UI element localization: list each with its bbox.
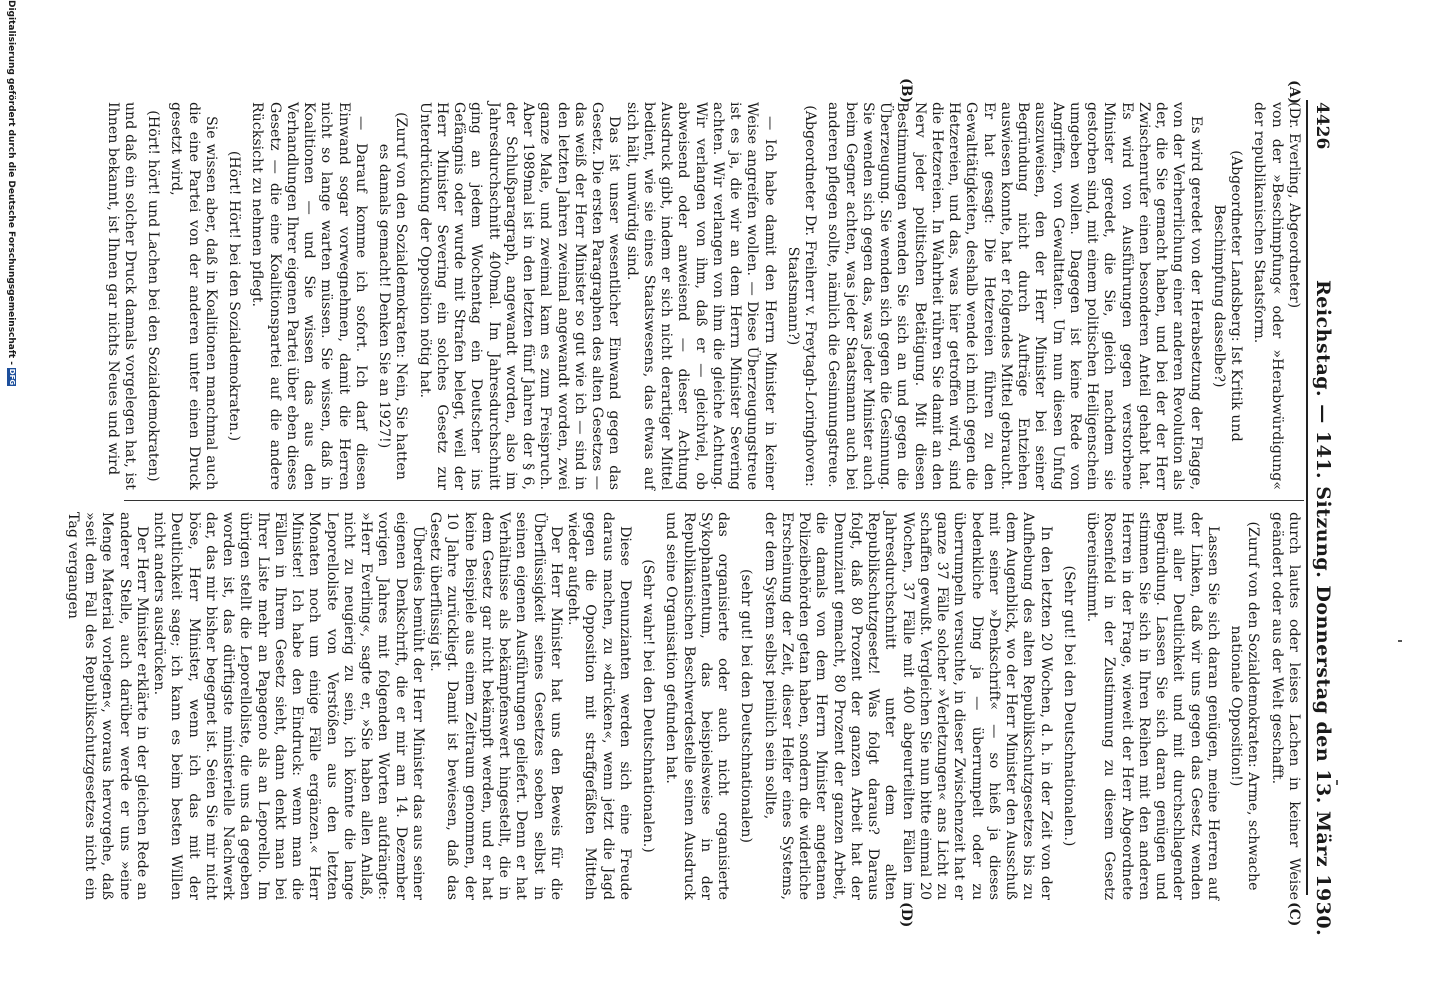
column-divider [124, 500, 1304, 501]
paragraph: Sie wissen aber, daß in Koalitionen manchmal auch die eine Partei von der anderen unter einen Druck gesetzt wird, [168, 102, 219, 490]
page-number: 4426 [1312, 102, 1332, 150]
margin-letter-c: (C) [1286, 902, 1302, 927]
paragraph: In den letzten 20 Wochen, d. h. in der Zeit von der Aufhebung des alten Republikschutzgesetzes bis zu dem Augenblick, wo der Herr Minister den Ausschuß mit seiner »Denkschrift« — so hieß ja dieses bedenkliche Ding ja — überrumpelt oder zu überrumpeln versuchte, in dieser Zwischenzeit hat er ganze 37 Fälle solcher »Verletzungen« ans Licht zu schaffen gewußt. Vergleichen Sie nun bitte einmal 20 Wochen, 37 Fälle mit 400 abgeurteilten Fällen im Jahresdurchschnitt unter dem alten Republikschutzgesetz! Was folgt daraus? Daraus folgt, daß 80 Prozent der ganzen Arbeit hat der Denunziant gemacht, 80 Prozent der ganzen Arbeit, die damals von dem Herrn Minister angetanen Polizeibehörden getan haben, sondern die widerliche Erscheinung der Zeit, dieser Helfer eines Systems, der dem System selbst peinlich sein sollte, [761, 512, 1054, 900]
paragraph: Es wird geredet von der Herabsetzung der Flagge, von der Verherrlichung einer anderen Revolution als der, die Sie gemacht haben, und bei der der Herr Zwischenrufer einen besonderen Anteil gehabt hat. Es wird von Ausführungen gegen verstorbene Minister geredet, die Sie, gleich nachdem sie gestorben sind, mit einem politischen Heiligenschein umgeben wollen. Dagegen ist keine Rede von Angriffen, von Gewalttaten. Um nun diesen Unfug auszuweisen, den der Herr Minister bei seiner Begründung nicht durch Aufträge Entziehen auswiesen konnte, hat er folgendes Mittel gebraucht. Er hat gesagt: Die Hetzereien führen zu den Gewalttätigkeiten, deshalb wende ich mich gegen die Hetzereien, und das, was hier getroffen wird, sind die Hetzereien. In Wahrheit rühren Sie damit an den Nerv jeder politischen Betätigung. Mit diesen Bestimmungen wenden Sie sich an und gegen die Überzeugung. Sie wenden sich gegen die Gesinnung. Sie wenden sich gegen das, was jeder Minister auch beim Gegner achten, was jeder Staatsmann auch bei anderen pflegen sollte, nämlich die Gesinnungstreue. [825, 102, 1204, 490]
paragraph: Der Herr Minister erklärte in der gleichen Rede an anderer Stelle, auch darüber werde er uns »eine Menge Material vorlegen«, woraus hervorgehe, daß »seit dem Fall des Republikschutzgesetzes nicht ein Tag vergangen [65, 512, 150, 900]
paragraph: — Darauf komme ich sofort. Ich darf diesen Einwand sogar vorwegnehmen, damit die Herren nicht so lange warten müssen. Sie wissen, daß in Koalitionen — und Sie wissen das aus den Verhandlungen Ihrer eigenen Partei über eben dieses Gesetz — die eine Koalitionspartei auf die andere Rücksicht zu nehmen pflegt. [249, 102, 369, 490]
interjection: (sehr gut! bei den Deutschnationalen) [738, 569, 755, 843]
scan-speck [1336, 780, 1338, 785]
interjection: (Abgeordneter Landsberg: Ist Kritik und Beschimpfung dasselbe?) [1211, 150, 1245, 442]
interjection: (Hört! Hört! bei den Sozialdemokraten.) [226, 150, 243, 442]
paragraph: durch lautes oder leises Lachen in keiner Weise geändert oder aus der Welt geschafft. [1268, 512, 1302, 900]
paragraph: Der Herr Minister hat uns den Beweis für die Überflüssigkeit seines Gesetzes soeben selbst in seinen eigenen Ausführungen geliefert. Denn er hat Verhältnisse als bekämpfenswert hingestellt, die in dem Gesetz gar nicht bekämpft werden, und er hat keine Beispiele aus einem Zeitraum genommen, der 10 Jahre zurückliegt. Damit ist bewiesen, daß das Gesetz überflüssig ist. [427, 512, 564, 900]
left-text-column [104, 102, 1303, 490]
funding-footer [6, 0, 16, 1000]
paragraph: von der »Beschimpfung« oder »Herabwürdigung« der republikanischen Staatsform. [1251, 102, 1285, 490]
interjection: (Zuruf von den Sozialdemokraten: Nein, Sie hatten es damals gemacht! Denken Sie an 1927!) [376, 112, 410, 480]
margin-letter-d: (D) [898, 902, 914, 928]
footer-text: Digitalisierung gefördert durch die Deutsche Forschungsgemeinschaft - [6, 0, 16, 365]
interjection: (Hört! hört! und Lachen bei den Sozialdemokraten) [145, 110, 162, 482]
interjection: (Sehr gut! bei den Deutschnationalen.) [1061, 565, 1077, 847]
margin-letter-b: (B) [898, 78, 914, 104]
margin-letter-a: (A) [1286, 80, 1302, 105]
interjection: (Abgeordneter Dr. Freiherr v. Freytagh-Loringhoven: Staatsmann?) [785, 105, 819, 487]
speaker-tag: (Dr. Everling, Abgeordneter) [1286, 102, 1302, 309]
paragraph: das organisierte oder auch nicht organisierte Sykophantentum, das beispielsweise in der Republikanischen Beschwerdestelle seinen Ausdruck und seine Organisation gefunden hat. [663, 512, 732, 900]
interjection: (Zuruf von den Sozialdemokraten: Arme, schwache nationale Opposition!) [1228, 521, 1262, 891]
page-title: Reichstag. — 141. Sitzung. Donnerstag den 13. März 1930. [1312, 280, 1334, 937]
dfg-logo-icon: DFG [8, 368, 16, 386]
paragraph: und daß ein solcher Druck damals vorgelegen hat, ist Ihnen bekannt, ist Ihnen gar nichts Neues und wird [104, 102, 138, 490]
interjection: (Sehr wahr! bei den Deutschnationalen.) [640, 559, 657, 853]
paragraph: Das ist unser wesentlicher Einwand gegen das Gesetz. Die ersten Paragraphen des alten Gesetzes — das weiß der Herr Minister so gut wie ich — sind in den letzten Jahren zweimal angewandt worden, zwei ganze Male, und zweimal kam es zum Freispruch. Aber 1989mal ist in den letzten fünf Jahren der § 6, der Schlußparagraph, angewandt worden, also im Jahresdurchschnitt 400mal. Im Jahresdurchschnitt ging an jedem Wochentag ein Deutscher ins Gefängnis oder wurde mit Strafen belegt, weil der Herr Minister Severing ein solches Gesetz zur Unterdrückung der Opposition nötig hat. [416, 102, 623, 490]
scan-speck [1398, 640, 1402, 642]
header-rule [1307, 100, 1309, 895]
paragraph: Lassen Sie sich daran genügen, meine Herren auf der Linken, daß wir uns gegen das Gesetz wenden mit aller Deutlichkeit und mit durchschlagender Begründung. Lassen Sie sich daran genügen und stimmen Sie sich in Ihren Reihen mit den anderen Herren in der Frage, wieweit der Herr Abgeordnete Rosenfeld in der Zustimmung zu diesem Gesetz übereinstimmt. [1084, 512, 1221, 900]
right-text-column [64, 512, 1302, 900]
paragraph: Überdies bemüht der Herr Minister das aus seiner eigenen Denkschrift, die er mir am 14. Dezember vorigen Jahres mit folgenden Worten aufdrängte: »Herr Everling«, sagte er, »Sie haben allen Anlaß, nicht zu neugierig zu sein, ich könnte die lange Leporelloliste von Verstößen aus den letzten Monaten noch um einige Fälle ergänzen.« Herr Minister! Ich habe den Eindruck: wenn man die Fällen in Ihrem Gesetz sieht, dann denkt man bei Ihrer Liste mehr an Papageno als an Leporello. Im übrigen stellt die Leporelloliste, die uns da gegeben worden ist, das dürftigste ministerielle Nachwerk dar, das mir bisher begegnet ist. Seien Sie mir nicht böse, Herr Minister, wenn ich das mit der Deutlichkeit sage; ich kann es beim besten Willen nicht anders ausdrücken. [151, 512, 426, 900]
paragraph: — Ich habe damit den Herrn Minister in keiner Weise angreifen wollen. — Diese Überzeugungstreue ist es ja, die wir an dem Herrn Minister Severing achten. Wir verlangen von ihm die gleiche Achtung. Wir verlangen von ihm, daß er — gleichviel, ob abweisend oder anweisend — dieser Achtung Ausdruck gibt, indem er sich nicht derartiger Mittel bedient, wie sie eines Staatswesens, das etwas auf sich hält, unwürdig sind. [623, 102, 778, 490]
paragraph: Diese Denunzianten werden sich eine Freude daraus machen, zu »drücken«, wenn jetzt die Jagd gegen die Opposition mit straffgefäßten Mitteln wieder aufgeht. [565, 512, 633, 900]
